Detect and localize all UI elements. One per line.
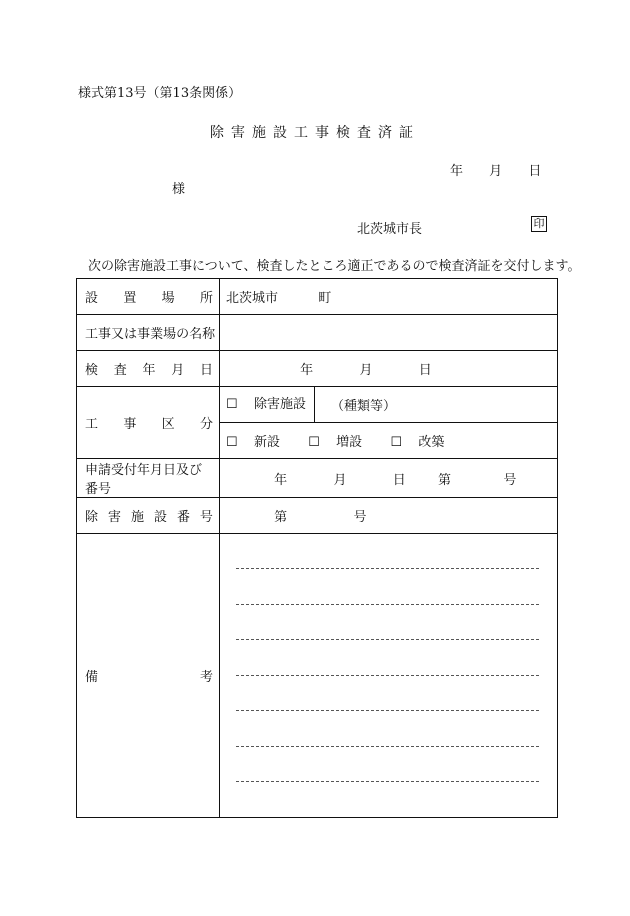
- row-application: [77, 459, 558, 498]
- label-char: 業: [150, 327, 164, 342]
- inspection-year-label: 年: [300, 363, 314, 378]
- facility-label: 除害施設: [253, 397, 306, 412]
- application-day-label: 日: [392, 472, 406, 488]
- remarks-line: [236, 639, 539, 640]
- certificate-table: [76, 278, 558, 818]
- application-month-label: 月: [333, 472, 347, 488]
- label-char: 施: [130, 510, 144, 525]
- modify-option[interactable]: [390, 435, 444, 450]
- label-char: 区: [161, 417, 175, 432]
- label-char: は: [124, 327, 138, 342]
- label-remarks: [77, 534, 220, 818]
- issue-day-label: 日: [528, 164, 542, 179]
- value-remarks[interactable]: [220, 534, 558, 818]
- row-business-name: [77, 315, 558, 351]
- inspection-day-label: 日: [418, 363, 432, 378]
- label-char: 分: [199, 417, 213, 432]
- facility-checkbox[interactable]: ☐: [226, 397, 238, 412]
- expand-checkbox[interactable]: ☐: [308, 435, 320, 450]
- label-char: 所: [199, 291, 213, 306]
- label-char: 番: [176, 510, 190, 525]
- value-business-name[interactable]: [220, 315, 558, 351]
- remarks-line: [236, 746, 539, 747]
- label-char: 工: [85, 327, 99, 342]
- expand-label: 増設: [336, 435, 363, 450]
- row-work-type-1: [77, 387, 558, 423]
- modify-label: 改築: [418, 435, 445, 450]
- label-char: 事: [137, 327, 151, 342]
- label-char: の: [176, 327, 190, 342]
- facility-go-label: 号: [353, 510, 367, 525]
- document-title: 除害施設工事検査済証: [210, 125, 420, 141]
- city-name: 北茨城市: [226, 291, 279, 306]
- value-application[interactable]: [220, 459, 558, 498]
- new-checkbox[interactable]: ☐: [226, 435, 238, 450]
- label-char: 置: [123, 291, 137, 306]
- facility-option[interactable]: [220, 387, 315, 422]
- label-char: 除: [85, 510, 99, 525]
- label-text: [77, 666, 219, 685]
- row-location: [77, 279, 558, 315]
- facility-kind-label: （種類等）: [331, 399, 397, 414]
- row-facility-number: [77, 498, 558, 534]
- new-option[interactable]: [226, 435, 284, 450]
- label-char: 月: [171, 363, 185, 378]
- inspection-month-label: 月: [359, 363, 373, 378]
- new-label: 新設: [253, 435, 280, 450]
- label-text: [77, 287, 219, 306]
- issuer-name: 北茨城市長: [357, 222, 423, 237]
- label-application: [77, 459, 220, 498]
- label-char: 事: [98, 327, 112, 342]
- label-char: 場: [161, 291, 175, 306]
- expand-option[interactable]: [308, 435, 366, 450]
- label-char: 場: [163, 327, 177, 342]
- remarks-line: [236, 675, 539, 676]
- label-char: 検: [85, 363, 99, 378]
- label-char: 称: [202, 327, 216, 342]
- label-business-name: [77, 315, 220, 351]
- label-text: [77, 413, 219, 432]
- issue-month-label: 月: [489, 164, 503, 179]
- application-dai-label: 第: [438, 472, 452, 488]
- application-year-label: 年: [274, 472, 288, 488]
- label-work-type: [77, 387, 220, 459]
- value-work-type-options: [220, 423, 558, 459]
- label-char: 号: [199, 510, 213, 525]
- row-inspection-date: [77, 351, 558, 387]
- label-char: 備: [85, 670, 99, 685]
- remarks-line: [236, 710, 539, 711]
- remarks-lines: [220, 534, 557, 817]
- remarks-line: [236, 781, 539, 782]
- application-label-text: 申請受付年月日及び番号: [85, 463, 203, 497]
- label-char: 査: [113, 363, 127, 378]
- label-facility-number: [77, 498, 220, 534]
- label-inspection-date: [77, 351, 220, 387]
- issue-year-label: 年: [450, 164, 464, 179]
- intro-text: 次の除害施設工事について、検査したところ適正であるので検査済証を交付します。: [88, 259, 581, 274]
- label-text: [77, 359, 219, 378]
- application-go-label: 号: [503, 472, 517, 488]
- remarks-line: [236, 568, 539, 569]
- value-facility-number[interactable]: [220, 498, 558, 534]
- label-char: 設: [153, 510, 167, 525]
- issue-date: [450, 160, 541, 179]
- modify-checkbox[interactable]: ☐: [390, 435, 403, 450]
- remarks-line: [236, 604, 539, 605]
- label-text: [77, 506, 219, 525]
- addressee-suffix: 様: [172, 182, 186, 197]
- label-char: 又: [111, 327, 125, 342]
- label-location: [77, 279, 220, 315]
- label-char: 設: [85, 291, 99, 306]
- facility-dai-label: 第: [274, 510, 288, 525]
- label-char: 名: [189, 327, 203, 342]
- form-number: 様式第13号（第13条関係）: [78, 86, 242, 101]
- label-char: 害: [107, 510, 121, 525]
- value-work-type-facility: [220, 387, 558, 423]
- seal-mark: 印: [531, 216, 547, 232]
- label-char: 考: [199, 670, 213, 685]
- label-char: 事: [123, 417, 137, 432]
- label-text: [77, 323, 219, 342]
- label-char: 日: [199, 363, 213, 378]
- row-remarks: [77, 534, 558, 818]
- label-char: 年: [142, 363, 156, 378]
- label-char: 工: [85, 417, 99, 432]
- value-location[interactable]: [220, 279, 558, 315]
- town-suffix: 町: [318, 291, 332, 306]
- value-inspection-date[interactable]: [220, 351, 558, 387]
